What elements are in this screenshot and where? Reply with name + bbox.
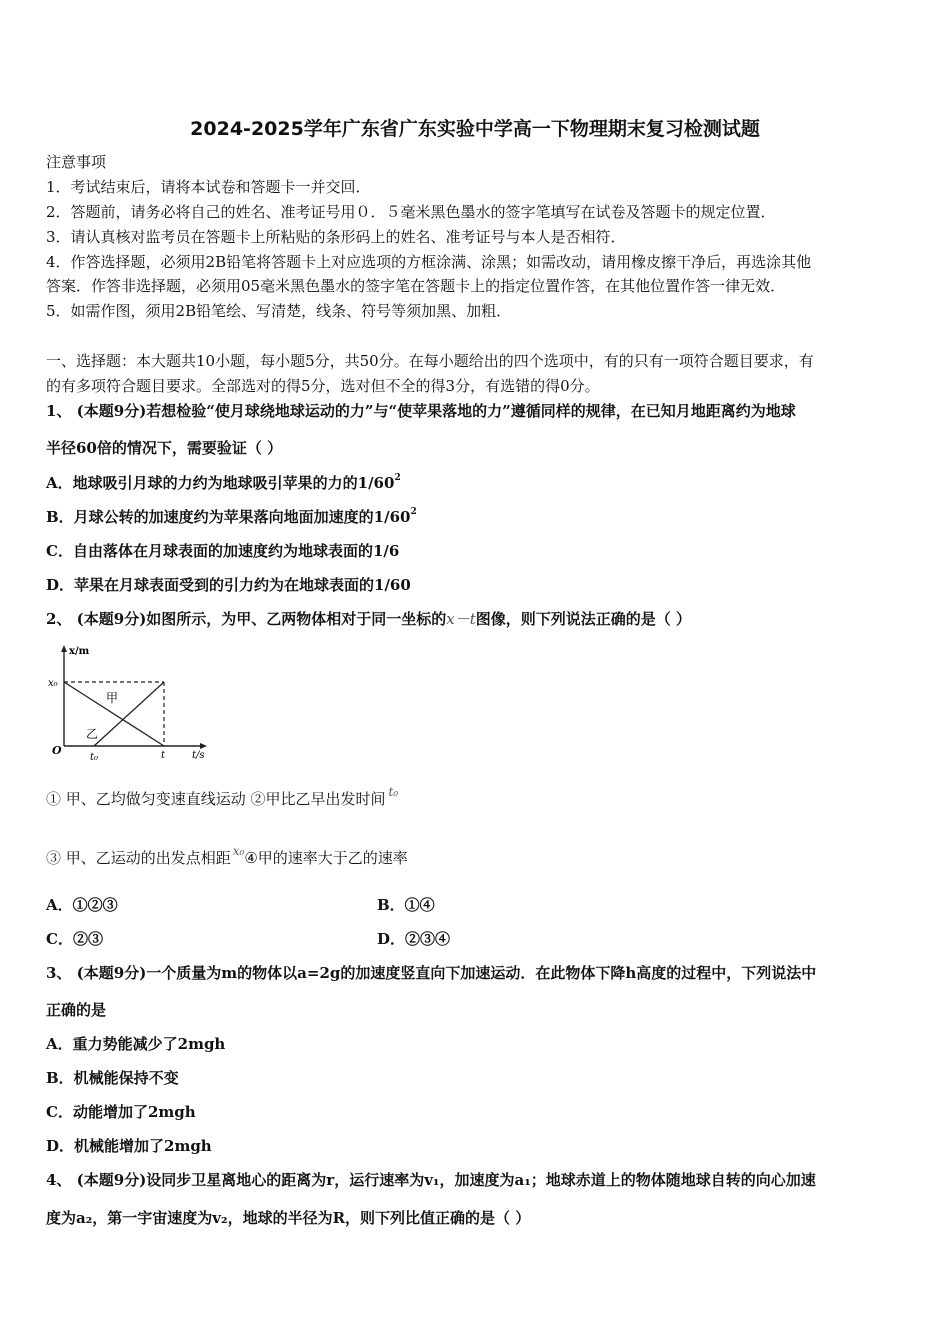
question-1-option-d: D．苹果在月球表面受到的引力约为在地球表面的1/60: [46, 576, 411, 594]
page-title: 2024-2025学年广东省广东实验中学高一下物理期末复习检测试题: [190, 118, 760, 140]
origin-label: O: [52, 744, 62, 757]
notes-heading: 注意事项: [46, 153, 107, 171]
note-item: 2．答题前，请务必将自己的姓名、准考证号用０．５毫米黑色墨水的签字笔填写在试卷及答题卡的规定位置．: [46, 203, 776, 221]
question-3-option-d: D．机械能增加了2mgh: [46, 1137, 212, 1155]
line-yi: [94, 682, 164, 746]
y-axis-label: x/m: [69, 646, 90, 657]
question-1-stem: 1、 (本题9分)若想检验“使月球绕地球运动的力”与“使苹果落地的力”遵循同样的规律，在已知月地距离约为地球: [46, 402, 796, 420]
y-axis-arrow: [61, 645, 67, 652]
question-1-option-a: A．地球吸引月球的力约为地球吸引苹果的力的$1/60^2$: [46, 473, 401, 492]
x-axis-arrow: [200, 743, 207, 749]
question-2-stem: 2、 (本题9分)如图所示，为甲、乙两物体相对于同一坐标的x－t图像，则下列说法正确的是（ ）: [46, 610, 692, 628]
question-3-stem: 正确的是: [46, 1001, 107, 1019]
question-3-option-b: B．机械能保持不变: [46, 1069, 179, 1087]
question-1-option-b: B．月球公转的加速度约为苹果落向地面加速度的$1/60^2$: [46, 507, 417, 526]
note-item: 5．如需作图，须用2B铅笔绘、写清楚，线条、符号等须加黑、加粗．: [46, 302, 512, 320]
x-t-graph: [44, 642, 214, 764]
note-item: 3．请认真核对监考员在答题卡上所粘贴的条形码上的姓名、准考证号与本人是否相符．: [46, 228, 626, 246]
question-3-stem: 3、 (本题9分)一个质量为m的物体以a=2g的加速度竖直向下加速运动．在此物体下降h高度的过程中，下列说法中: [46, 964, 817, 982]
question-2-statement: ③ 甲、乙运动的出发点相距 $^{x_0}$④甲的速率大于乙的速率: [46, 844, 408, 867]
question-1-stem: 半径60倍的情况下，需要验证（ ）: [46, 439, 283, 457]
note-item: 4．作答选择题，必须用2B铅笔将答题卡上对应选项的方框涂满、涂黑；如需改动，请用橡皮擦干净后，再选涂其他: [46, 253, 812, 271]
section-intro: 的有多项符合题目要求。全部选对的得5分，选对但不全的得3分，有选错的得0分。: [46, 377, 600, 395]
question-4-stem: 度为a₂，第一宇宙速度为v₂，地球的半径为R，则下列比值正确的是（ ）: [46, 1209, 531, 1227]
question-2-statement: ① 甲、乙均做匀变速直线运动 ②甲比乙早出发时间 $^{t_0}$: [46, 785, 399, 808]
t0-label: t₀: [90, 752, 99, 763]
question-1-option-c: C．自由落体在月球表面的加速度约为地球表面的1/6: [46, 542, 400, 560]
label-jia: 甲: [106, 691, 119, 705]
question-2-option-b: B．①④: [377, 896, 435, 914]
label-yi: 乙: [86, 727, 99, 741]
question-3-option-a: A．重力势能减少了2mgh: [46, 1035, 226, 1053]
t-label: t: [161, 750, 166, 761]
note-item: 1．考试结束后，请将本试卷和答题卡一并交回．: [46, 178, 371, 196]
question-3-option-c: C．动能增加了2mgh: [46, 1103, 196, 1121]
question-2-option-a: A．①②③: [46, 896, 118, 914]
question-2-option-d: D．②③④: [377, 930, 451, 948]
x0-label: x₀: [48, 678, 58, 689]
question-4-stem: 4、 (本题9分)设同步卫星离地心的距离为r，运行速率为v₁，加速度为a₁；地球赤道上的物体随地球自转的向心加速: [46, 1171, 816, 1189]
question-2-option-c: C．②③: [46, 930, 103, 948]
x-axis-label: t/s: [192, 750, 205, 761]
section-intro: 一、选择题：本大题共10小题，每小题5分，共50分。在每小题给出的四个选项中，有的只有一项符合题目要求，有: [46, 352, 814, 370]
note-item: 答案．作答非选择题，必须用05毫米黑色墨水的签字笔在答题卡上的指定位置作答，在其他位置作答一律无效．: [46, 277, 786, 295]
